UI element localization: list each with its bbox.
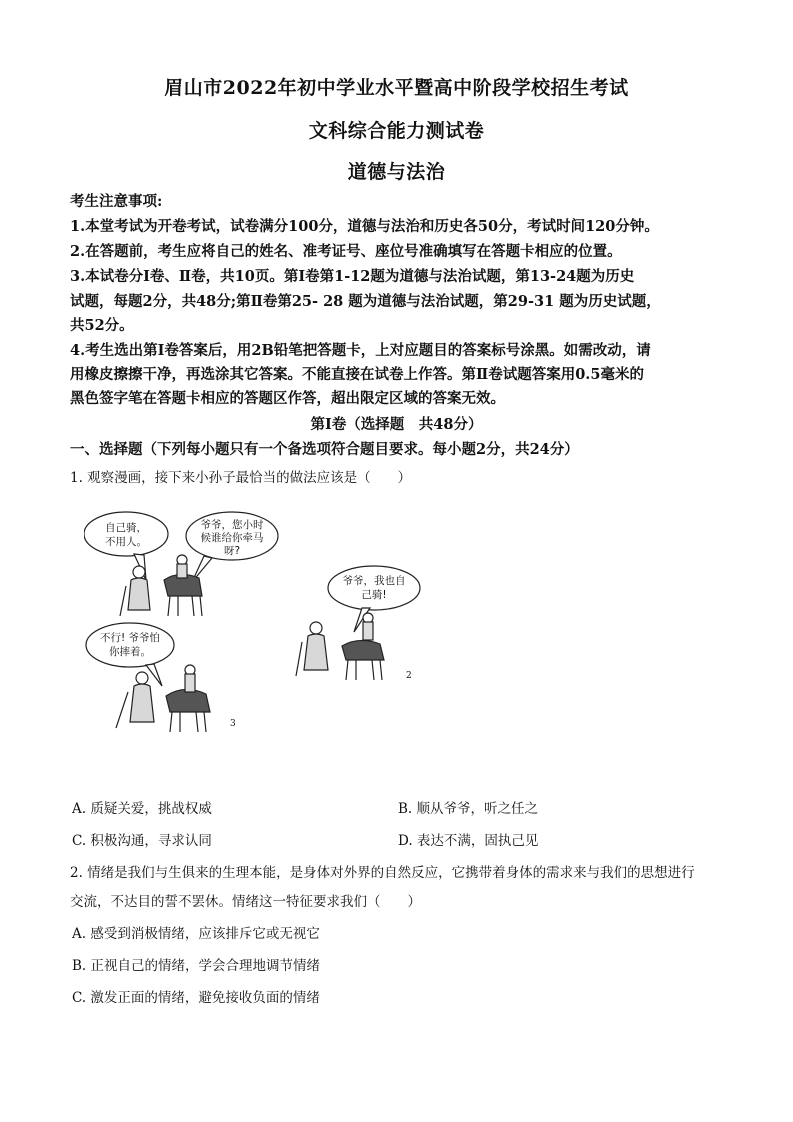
bubble-2-line-3: 呀?: [223, 545, 241, 557]
notice-line-3b: 试题，每题2分，共48分;第Ⅱ卷第25- 28 题为道德与法治试题，第29-31 题为历史试题，: [70, 293, 661, 310]
part-one-heading: 第Ⅰ卷（选择题 共48分）: [310, 416, 483, 433]
notice-line-4b: 用橡皮擦擦干净，再选涂其它答案。不能直接在试卷上作答。第Ⅱ卷试题答案用0.5毫米的: [70, 366, 644, 383]
panel-number-3: 3: [230, 719, 236, 729]
notice-line-3c: 共52分。: [70, 317, 134, 334]
notice-line-4c: 黑色签字笔在答题卡相应的答题区作答，超出限定区域的答案无效。: [70, 390, 505, 407]
bubble-3-line-1: 爷爷，我也自: [342, 575, 406, 587]
panel-3-figures: [116, 665, 236, 732]
q2-option-b: B. 正视自己的情绪，学会合理地调节情绪: [72, 958, 321, 974]
question-2-stem-2: 交流，不达目的誓不罢休。情绪这一特征要求我们（ ）: [70, 894, 421, 910]
notice-line-2: 2.在答题前，考生应将自己的姓名、准考证号、座位号准确填写在答题卡相应的位置。: [70, 243, 622, 260]
notice-line-4a: 4.考生选出第Ⅰ卷答案后，用2B铅笔把答题卡，上对应题目的答案标号涂黑。如需改动，请: [70, 342, 651, 359]
notice-line-3a: 3.本试卷分Ⅰ卷、Ⅱ卷，共10页。第Ⅰ卷第1-12题为道德与法治试题，第13-24题为历史: [70, 268, 635, 285]
bubble-1-line-2: 不用人。: [105, 536, 147, 548]
notice-heading: 考生注意事项:: [70, 193, 163, 210]
speech-bubble-4: [86, 623, 174, 667]
subject-title: 道德与法治: [347, 161, 446, 183]
q1-option-a: A. 质疑关爱，挑战权威: [72, 801, 212, 817]
exam-title: 眉山市2022年初中学业水平暨高中阶段学校招生考试: [164, 77, 629, 99]
bubble-4-line-2: 你摔着。: [109, 646, 151, 658]
bubble-3-line-2: 己骑!: [361, 589, 387, 601]
section-heading: 一、选择题（下列每小题只有一个备选项符合题目要求。每小题2分，共24分）: [70, 441, 579, 458]
q1-option-c: C. 积极沟通，寻求认同: [72, 833, 212, 849]
bubble-1-line-1: 自己骑，: [105, 522, 147, 534]
bubble-4-line-1: 不行! 爷爷怕: [99, 632, 161, 644]
speech-bubble-3: [328, 566, 420, 610]
q1-option-d: D. 表达不满，固执己见: [398, 833, 539, 849]
bubble-2-line-2: 候谁给你牵马: [200, 532, 264, 544]
comic-illustration: [84, 500, 464, 750]
panel-number-2: 2: [406, 671, 412, 681]
panel-1-figures: [120, 555, 202, 616]
question-2-stem-1: 2. 情绪是我们与生俱来的生理本能，是身体对外界的自然反应，它携带着身体的需求来与我们的思想进行: [70, 865, 695, 881]
q1-option-b: B. 顺从爷爷，听之任之: [398, 801, 539, 817]
speech-bubble-1: [84, 512, 168, 556]
q2-option-a: A. 感受到消极情绪，应该排斥它或无视它: [72, 926, 320, 942]
panel-2-figures: [296, 613, 412, 681]
bubble-2-line-1: 爷爷，您小时: [200, 519, 264, 531]
notice-line-1: 1.本堂考试为开卷考试，试卷满分100分，道德与法治和历史各50分，考试时间120分钟。: [70, 218, 659, 235]
question-1-stem: 1. 观察漫画，接下来小孙子最恰当的做法应该是（ ）: [70, 470, 412, 486]
exam-subtitle: 文科综合能力测试卷: [308, 120, 485, 142]
q2-option-c: C. 激发正面的情绪，避免接收负面的情绪: [72, 990, 320, 1006]
